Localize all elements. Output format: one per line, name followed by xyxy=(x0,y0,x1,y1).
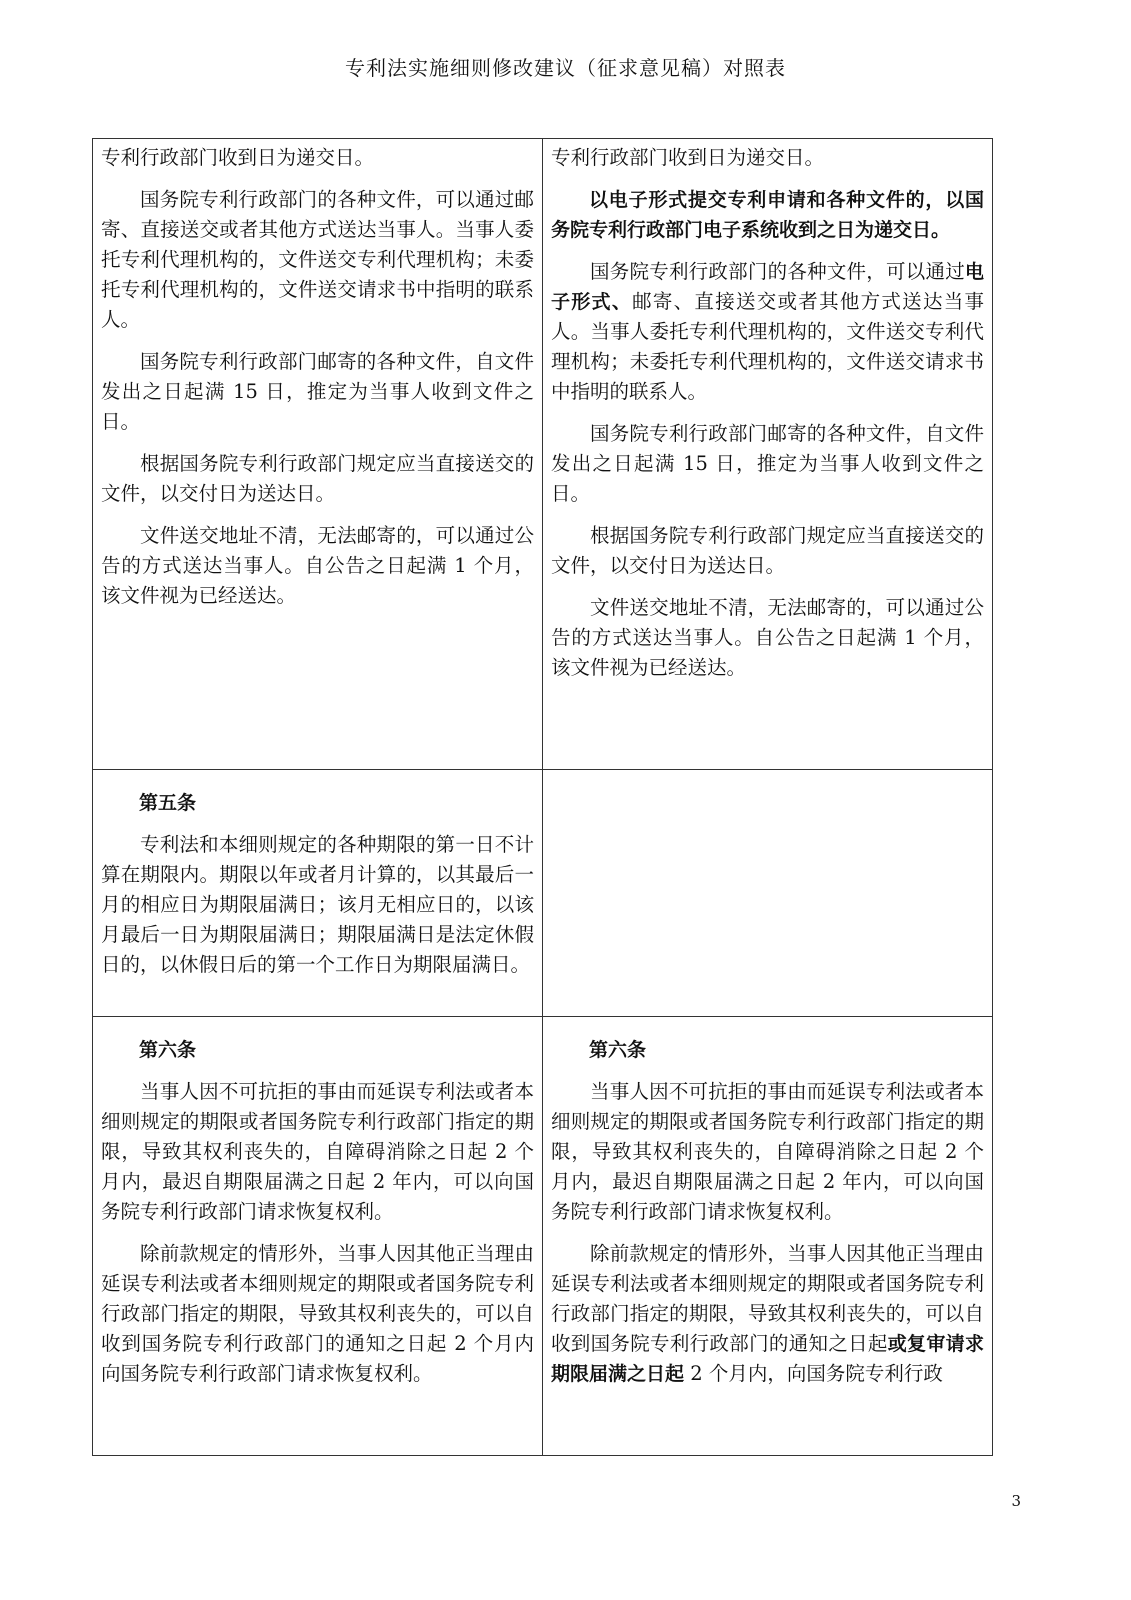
text-span: 邮寄、直接送交或者其他方式送达当事人。当事人委托专利代理机构的，文件送交专利代理机构；未委托专利代理机构的，文件送交请求书中指明的联系人。 xyxy=(551,290,984,403)
revised-text-cell xyxy=(543,1017,993,1456)
text-span: 2 个月内，向国务院专利行政 xyxy=(684,1362,943,1385)
paragraph: 专利行政部门收到日为递交日。 xyxy=(551,146,825,169)
table-row xyxy=(93,139,993,770)
comparison-table xyxy=(92,138,993,1456)
table-row xyxy=(93,1017,993,1456)
paragraph: 国务院专利行政部门邮寄的各种文件，自文件发出之日起满 15 日，推定为当事人收到文件之日。 xyxy=(551,422,984,505)
paragraph: 根据国务院专利行政部门规定应当直接送交的文件，以交付日为送达日。 xyxy=(551,524,984,577)
paragraph: 根据国务院专利行政部门规定应当直接送交的文件，以交付日为送达日。 xyxy=(101,452,534,505)
paragraph: 文件送交地址不清，无法邮寄的，可以通过公告的方式送达当事人。自公告之日起满 1 个月，该文件视为已经送达。 xyxy=(101,524,534,607)
paragraph: 当事人因不可抗拒的事由而延误专利法或者本细则规定的期限或者国务院专利行政部门指定的期限，导致其权利丧失的，自障碍消除之日起 2 个月内，最迟自期限届满之日起 2 年内，可以向国务院专利行政部门请求恢复权利。 xyxy=(551,1080,984,1223)
paragraph: 当事人因不可抗拒的事由而延误专利法或者本细则规定的期限或者国务院专利行政部门指定的期限，导致其权利丧失的，自障碍消除之日起 2 个月内，最迟自期限届满之日起 2 年内，可以向国务院专利行政部门请求恢复权利。 xyxy=(101,1080,534,1223)
original-text-cell xyxy=(93,770,543,1017)
article-heading: 第六条 xyxy=(139,1039,197,1061)
original-text-cell xyxy=(93,1017,543,1456)
text-span: 除前款规定的情形外，当事人因其他正当理由延误专利法或者本细则规定的期限或者国务院专利行政部门指定的期限，导致其权利丧失的，可以自收到国务院专利行政部门的通知之日起 xyxy=(551,1242,984,1355)
table-row xyxy=(93,770,993,1017)
added-text: 电子形式、 xyxy=(551,261,984,313)
original-text-cell xyxy=(93,139,543,770)
paragraph: 国务院专利行政部门邮寄的各种文件，自文件发出之日起满 15 日，推定为当事人收到文件之日。 xyxy=(101,350,534,433)
revised-text-cell-empty xyxy=(543,770,993,1017)
paragraph: 国务院专利行政部门的各种文件，可以通过邮寄、直接送交或者其他方式送达当事人。当事人委托专利代理机构的，文件送交专利代理机构；未委托专利代理机构的，文件送交请求书中指明的联系人。 xyxy=(101,188,534,331)
paragraph xyxy=(551,1239,984,1389)
revised-text-cell xyxy=(543,139,993,770)
page-number: 3 xyxy=(1011,1492,1021,1510)
page-header: 专利法实施细则修改建议（征求意见稿）对照表 xyxy=(345,56,786,80)
paragraph: 专利行政部门收到日为递交日。 xyxy=(101,146,375,169)
text-span: 国务院专利行政部门的各种文件，可以通过 xyxy=(590,260,965,283)
article-heading: 第五条 xyxy=(139,792,197,814)
paragraph: 专利法和本细则规定的各种期限的第一日不计算在期限内。期限以年或者月计算的，以其最后一月的相应日为期限届满日；该月无相应日的，以该月最后一日为期限届满日；期限届满日是法定休假日的，以休假日后的第一个工作日为期限届满日。 xyxy=(101,833,534,976)
paragraph xyxy=(551,257,984,407)
paragraph: 文件送交地址不清，无法邮寄的，可以通过公告的方式送达当事人。自公告之日起满 1 个月，该文件视为已经送达。 xyxy=(551,596,984,679)
article-heading: 第六条 xyxy=(589,1039,647,1061)
paragraph: 除前款规定的情形外，当事人因其他正当理由延误专利法或者本细则规定的期限或者国务院专利行政部门指定的期限，导致其权利丧失的，可以自收到国务院专利行政部门的通知之日起 2 个月内向国务院专利行政部门请求恢复权利。 xyxy=(101,1242,534,1385)
added-text: 或复审请求期限届满之日起 xyxy=(551,1333,984,1385)
added-paragraph: 以电子形式提交专利申请和各种文件的，以国务院专利行政部门电子系统收到之日为递交日。 xyxy=(551,189,984,241)
